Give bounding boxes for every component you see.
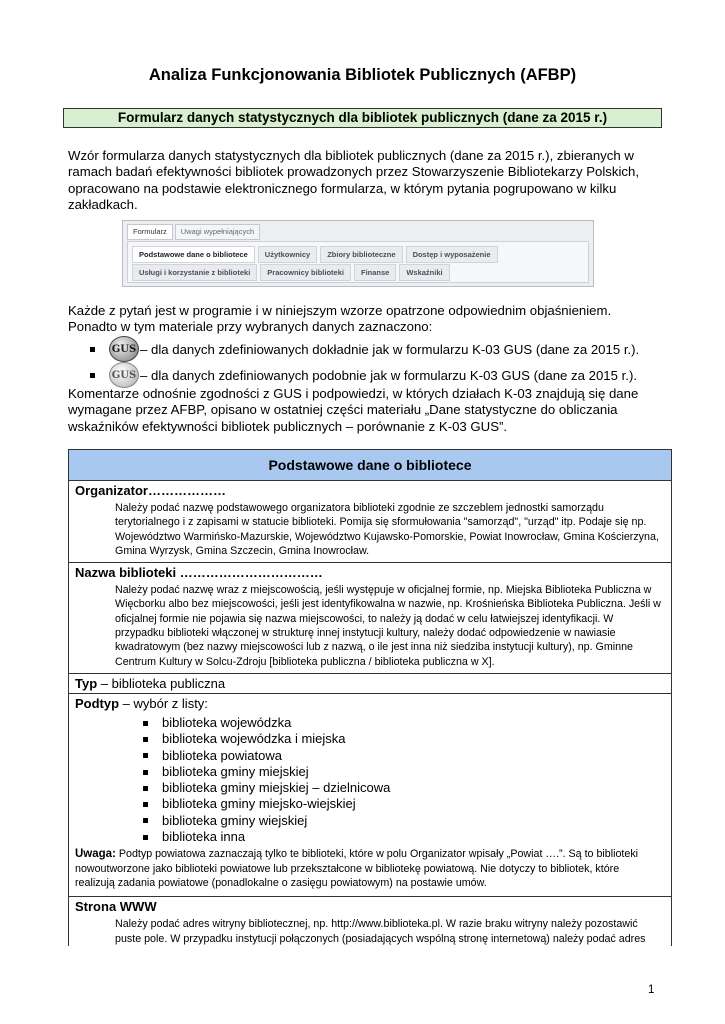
tabs-row-2 bbox=[132, 264, 450, 281]
www-row bbox=[69, 897, 672, 946]
top-tab-uwagi: Uwagi wypełniających bbox=[175, 224, 260, 240]
tab-podstawowe-dane: Podstawowe dane o bibliotece bbox=[132, 246, 255, 263]
list-item: biblioteka gminy miejskiej bbox=[143, 764, 671, 780]
explanation-paragraph: Każde z pytań jest w programie i w niniejszym wzorze opatrzone odpowiednim objaśnieniem. Ponadto w tym materiale przy wybranych danych zaznaczono: bbox=[68, 303, 612, 335]
typ-row bbox=[69, 673, 672, 693]
page-number: 1 bbox=[648, 984, 655, 996]
list-item: biblioteka powiatowa bbox=[143, 748, 671, 764]
form-subtitle: Formularz danych statystycznych dla bibliotek publicznych (dane za 2015 r.) bbox=[63, 108, 662, 128]
bullet-square bbox=[90, 373, 95, 378]
basic-data-table bbox=[68, 449, 672, 946]
uwaga-note: Uwaga: Podtyp powiatowa zaznaczają tylko te biblioteki, które w polu Organizator wpisały „Powiat ….”. Są to biblioteki nowoutworzone jako biblioteki powiatowe lub przekształcone w bibliotekę powiatową. Nie dotyczy to bibliotek, które realizują zadania powiatowe (ponadlokalne o zasięgu powiatowym) na postawie umów. bbox=[75, 848, 639, 889]
podtyp-options bbox=[69, 715, 671, 845]
gus-exact-text: – dla danych zdefiniowanych dokładnie jak w formularzu K-03 GUS (dane za 2015 r.). bbox=[140, 341, 640, 357]
tab-uzytkownicy: Użytkownicy bbox=[258, 246, 317, 263]
tab-pracownicy: Pracownicy biblioteki bbox=[260, 264, 351, 281]
tab-zbiory: Zbiory biblioteczne bbox=[320, 246, 402, 263]
comments-paragraph: Komentarze odnośnie zgodności z GUS i podpowiedzi, w których działach K-03 znajdują się dane wymagane przez AFBP, opisano w ostatniej części materiału „Dane statystyczne do obliczania wskaźników efektywności bibliotek publicznych – porównanie z K-03 GUS”. bbox=[68, 386, 639, 434]
tab-dostep: Dostęp i wyposażenie bbox=[406, 246, 498, 263]
list-item: biblioteka gminy wiejskiej bbox=[143, 813, 671, 829]
typ-field: Typ – biblioteka publiczna bbox=[75, 675, 226, 691]
nazwa-description: Należy podać nazwę wraz z miejscowością, jeśli występuje w oficjalnej formie, np. Miejska Biblioteka Publiczna w Więcborku albo bez miejscowości, jeśli jest identyfikowalna w nazwie, np. Krośnieńska Biblioteka Publiczna. Jeśli w oficjalnej formie nie pojawia się nazwa miejscowości, to należy ją dodać w celu łatwiejszej identyfikacji. W przypadku biblioteki włączonej w strukturę innej instytucji kultury, należy dodać odpowiedzenie w nawiasie kwadratowym (bez nazwy miejscowości lub z nazwą, o ile jest inna niż siedziba instytucji kultury), np. Gminne Centrum Kultury w Solcu-Zdroju [biblioteka publiczna / biblioteka publiczna w X]. bbox=[115, 584, 661, 668]
list-item: biblioteka gminy miejsko-wiejskiej bbox=[143, 796, 671, 812]
bullet-square bbox=[90, 347, 95, 352]
list-item: biblioteka wojewódzka i miejska bbox=[143, 731, 671, 747]
tabs-row-1 bbox=[132, 246, 498, 263]
gus-exact-icon: GUS bbox=[109, 336, 139, 362]
tab-uslugi: Usługi i korzystanie z biblioteki bbox=[132, 264, 257, 281]
list-item: biblioteka gminy miejskiej – dzielnicowa bbox=[143, 780, 671, 796]
nazwa-label: Nazwa biblioteki …………………………… bbox=[75, 565, 323, 581]
tabs-panel bbox=[127, 241, 589, 283]
podtyp-row bbox=[69, 693, 672, 896]
www-description: Należy podać adres witryny bibliotecznej, np. http://www.biblioteka.pl. W razie braku witryny należy pozostawić puste pole. W przypadku instytucji połączonych (posiadających wspólną stronę internetową) należy podać adres bbox=[115, 918, 646, 945]
gus-similar-text: – dla danych zdefiniowanych podobnie jak w formularzu K-03 GUS (dane za 2015 r.). bbox=[140, 367, 638, 383]
podtyp-field: Podtyp – wybór z listy: bbox=[75, 695, 208, 711]
gus-exact-bullet bbox=[90, 336, 639, 362]
top-tab-formularz: Formularz bbox=[127, 224, 173, 240]
list-item: biblioteka wojewódzka bbox=[143, 715, 671, 731]
intro-paragraph: Wzór formularza danych statystycznych dla bibliotek publicznych (dane za 2015 r.), zbieranych w ramach badań efektywności bibliotek prowadzonych przez Stowarzyszenie Bibliotekarzy Polskich, opracowano na podstawie elektronicznego formularza, w którym pytania pogrupowano w kilku zakładkach. bbox=[68, 148, 639, 212]
www-label: Strona WWW bbox=[75, 899, 157, 915]
document-title: Analiza Funkcjonowania Bibliotek Publicznych (AFBP) bbox=[148, 66, 577, 84]
gus-similar-bullet bbox=[90, 362, 637, 388]
organizator-row bbox=[69, 481, 672, 563]
tab-wskazniki: Wskaźniki bbox=[399, 264, 449, 281]
nazwa-row bbox=[69, 563, 672, 674]
top-tabs bbox=[127, 224, 260, 240]
gus-similar-icon: GUS bbox=[109, 362, 139, 388]
table-header: Podstawowe dane o bibliotece bbox=[69, 450, 672, 481]
organizator-description: Należy podać nazwę podstawowego organizatora biblioteki zgodnie ze szczeblem jednostki samorządu terytorialnego i z zapisami w statucie biblioteki. Pomija się sformułowania "samorząd", "urząd" itp. Podaje się np. Województwo Warmińsko-Mazurskie, Województwo Kujawsko-Pomorskie, Powiat Inowrocław, Gmina Kościerzyna, Gmina Wyrzysk, Gmina Szczecin, Gmina Inowrocław. bbox=[115, 502, 659, 557]
tab-finanse: Finanse bbox=[354, 264, 396, 281]
organizator-label: Organizator……………… bbox=[75, 483, 226, 498]
form-tabs-screenshot bbox=[122, 220, 594, 287]
list-item: biblioteka inna bbox=[143, 829, 671, 845]
